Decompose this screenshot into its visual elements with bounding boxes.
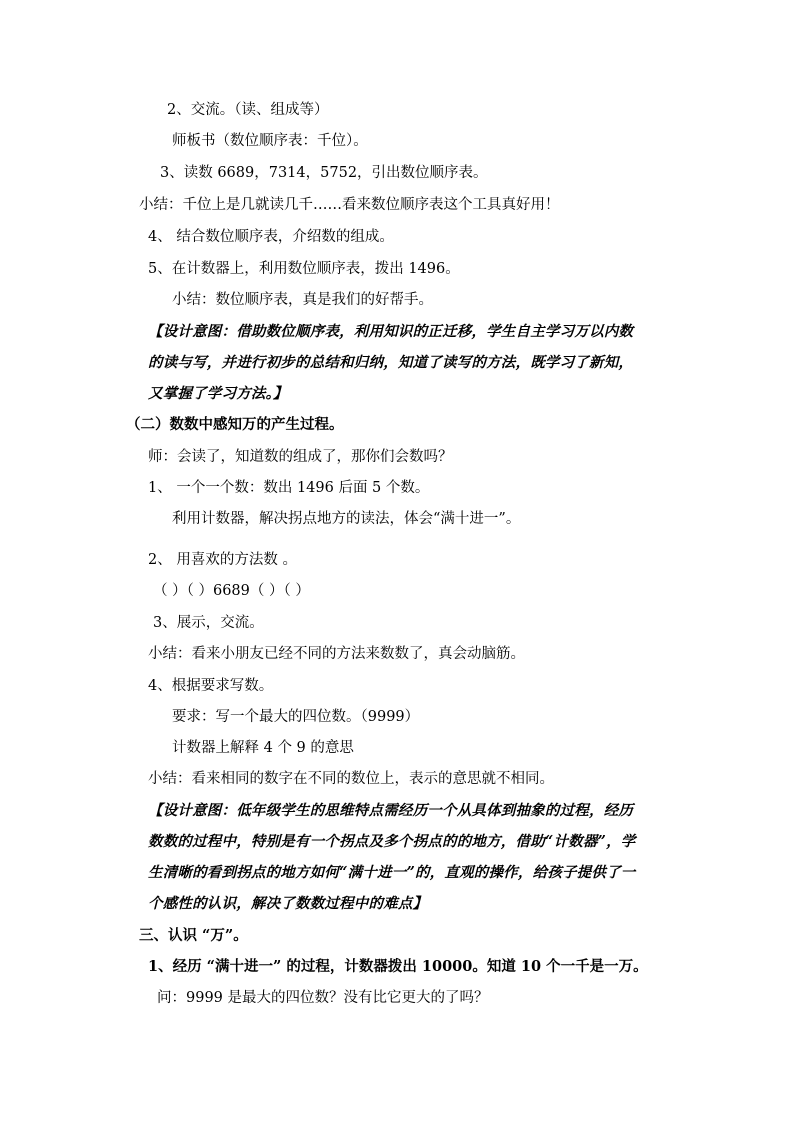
step-2-exchange: 2、交流。（读、组成等）: [167, 102, 329, 118]
counting-blanks: （ ）（ ）6689（ ）（ ）: [153, 583, 310, 599]
teacher-question: 师：会读了，知道数的组成了，那你们会数吗？: [148, 449, 453, 465]
summary-thousands-place: 小结：千位上是几就读几千……看来数位顺序表这个工具真好用！: [139, 197, 560, 213]
design-intent-2-line-4: 个感性的认识，解决了数数过程中的难点】: [148, 895, 428, 912]
design-intent-2-line-2: 数数的过程中，特别是有一个拐点及多个拐点的的地方，借助“计数器”，学: [148, 833, 636, 850]
design-intent-2-line-3: 生清晰的看到拐点的地方如何“满十进一”的，直观的操作，给孩子提供了一: [148, 864, 636, 881]
step-1-count-one-by-one: 1、 一个一个数：数出 1496 后面 5 个数。: [148, 480, 430, 496]
design-intent-1-line-1: 【设计意图：借助数位顺序表，利用知识的正迁移，学生自主学习万以内数: [148, 323, 634, 340]
summary-same-digit-different-place: 小结：看来相同的数字在不同的数位上，表示的意思就不相同。: [148, 771, 554, 787]
abacus-explain-four-nines: 计数器上解释 4 个 9 的意思: [172, 740, 354, 756]
abacus-turning-point: 利用计数器，解决拐点地方的读法，体会“满十进一”。: [172, 511, 521, 527]
design-intent-2-line-1: 【设计意图：低年级学生的思维特点需经历一个从具体到抽象的过程，经历: [148, 802, 634, 819]
question-largest-4-digit: 问：9999 是最大的四位数？没有比它更大的了吗？: [157, 990, 489, 1006]
step-3-read-numbers: 3、读数 6689，7314，5752，引出数位顺序表。: [160, 165, 488, 181]
design-intent-1-line-3: 又掌握了学习方法。】: [148, 385, 288, 402]
design-intent-1-line-2: 的读与写，并进行初步的总结和归纳，知道了读写的方法，既学习了新知，: [148, 354, 634, 371]
section-2-heading: （二）数数中感知万的产生过程。: [126, 416, 344, 433]
teacher-board-note: 师板书（数位顺序表：千位）。: [172, 133, 368, 149]
summary-counting-methods: 小结：看来小朋友已经不同的方法来数数了，真会动脑筋。: [148, 646, 525, 662]
section-3-heading: 三、认识 “万”。: [139, 927, 248, 944]
summary-place-value-chart: 小结：数位顺序表，真是我们的好帮手。: [172, 292, 433, 308]
step-1-ten-thousand: 1、经历 “满十进一” 的过程，计数器拨出 10000。知道 10 个一千是一万。: [148, 958, 648, 975]
step-2-favorite-method: 2、 用喜欢的方法数 。: [148, 552, 297, 568]
step-4-composition: 4、 结合数位顺序表，介绍数的组成。: [148, 229, 394, 245]
step-3-show-exchange: 3、展示，交流。: [153, 615, 264, 631]
step-5-abacus: 5、在计数器上，利用数位顺序表，拨出 1496。: [148, 261, 460, 277]
step-4-write-numbers: 4、根据要求写数。: [148, 678, 274, 694]
requirement-largest-4-digit: 要求：写一个最大的四位数。（9999）: [172, 709, 420, 725]
